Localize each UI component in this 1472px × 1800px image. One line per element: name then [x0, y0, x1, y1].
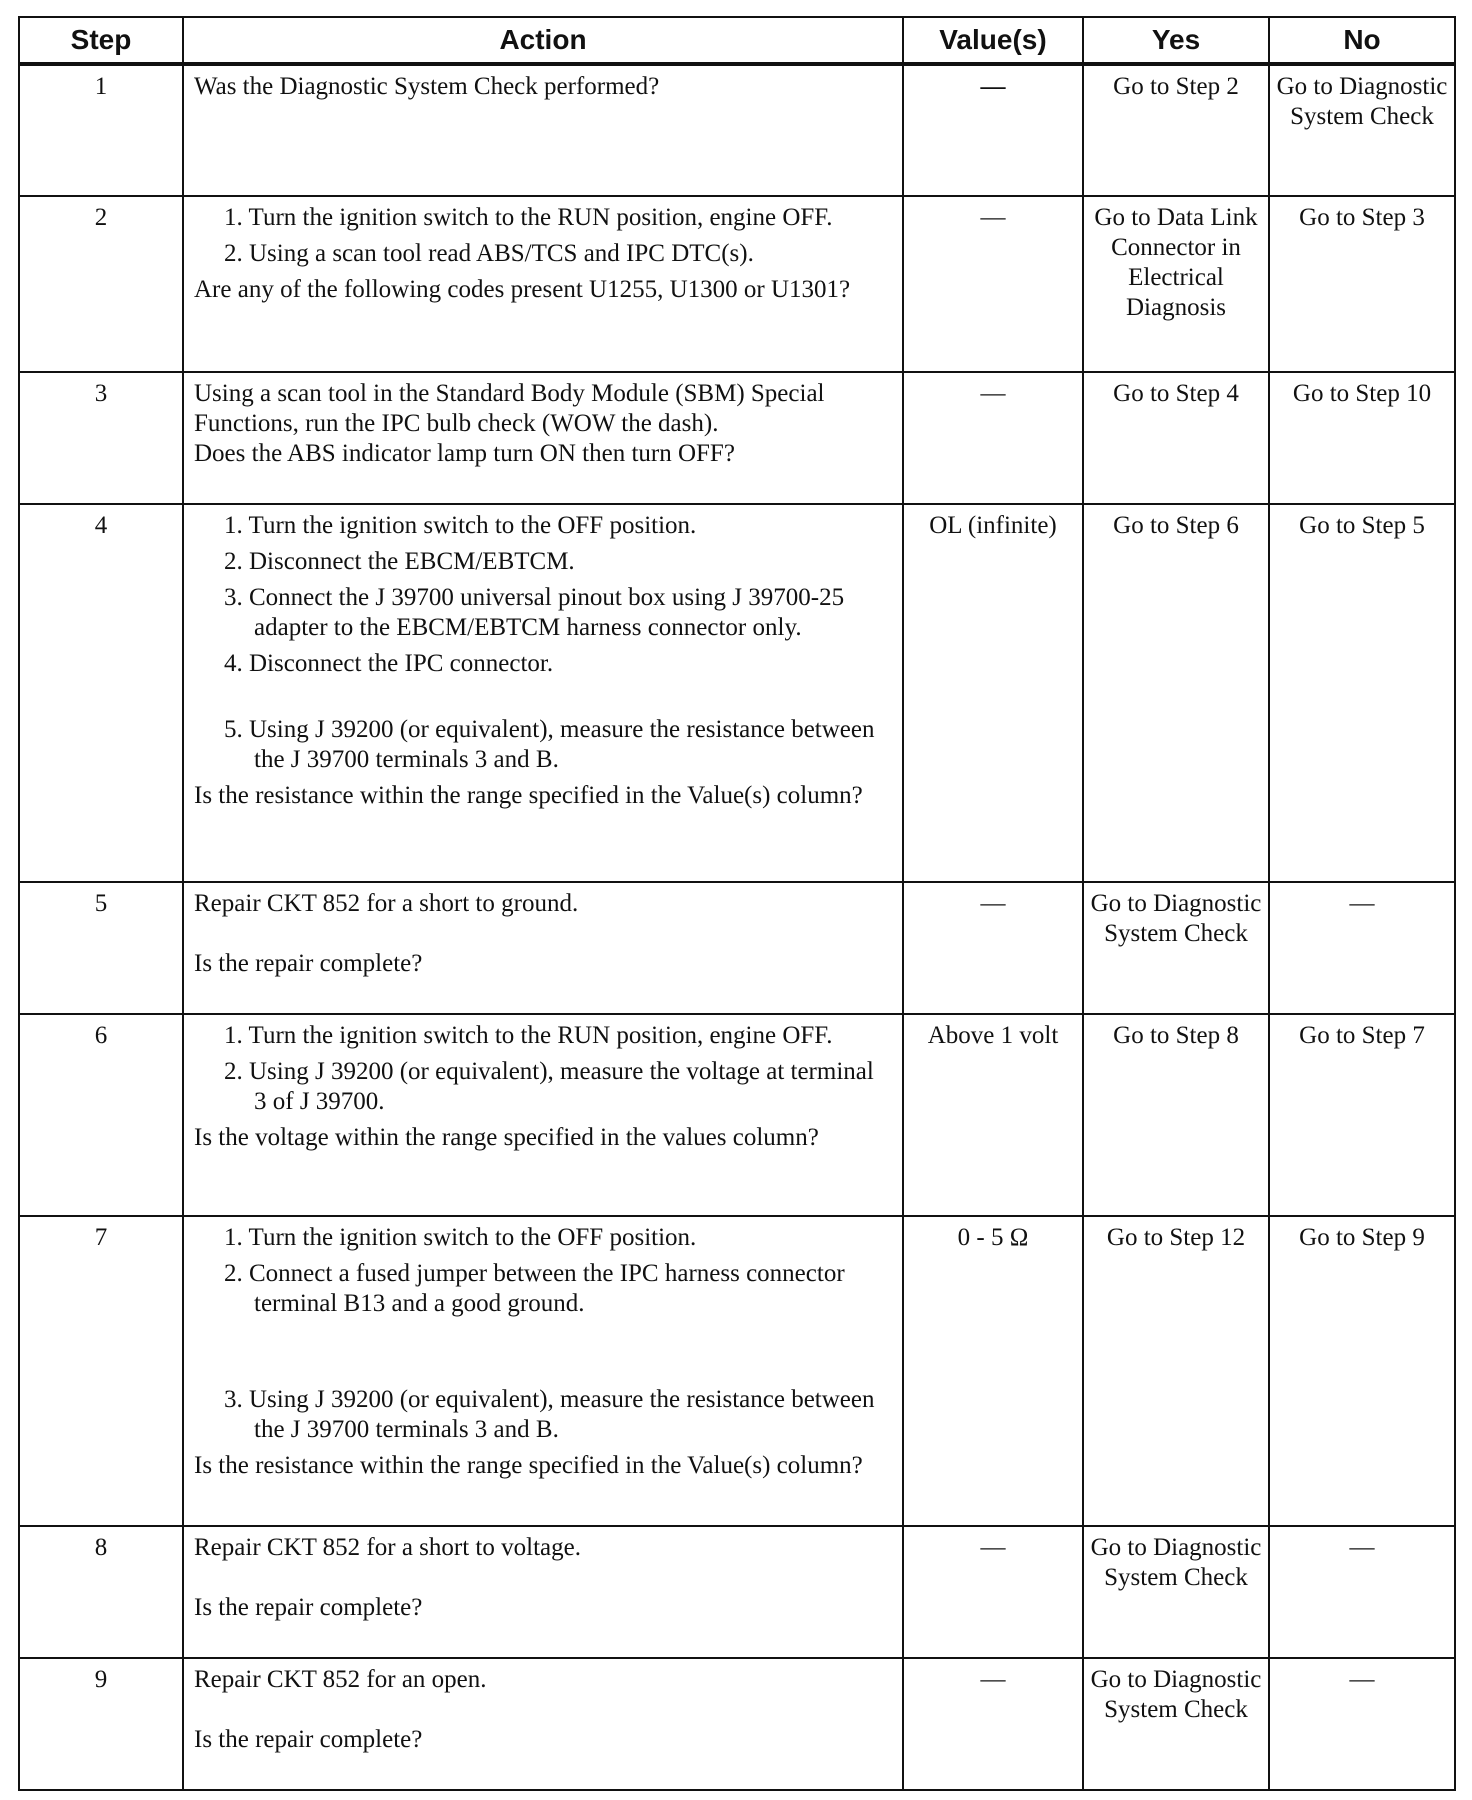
spacer	[194, 1325, 892, 1385]
header-no: No	[1269, 17, 1455, 64]
action-substep: 1. Turn the ignition switch to the RUN position, engine OFF.	[224, 1022, 833, 1049]
action-cell	[183, 1014, 903, 1216]
action-cell	[183, 1216, 903, 1526]
table-row	[19, 196, 1455, 372]
value-cell: Above 1 volt	[903, 1014, 1083, 1216]
yes-cell: Go to Data Link Connector in Electrical Diagnosis	[1083, 196, 1269, 372]
no-cell: —	[1269, 1526, 1455, 1658]
no-cell: Go to Step 10	[1269, 372, 1455, 504]
table-row	[19, 1216, 1455, 1526]
page	[18, 16, 1454, 1791]
spacer	[194, 919, 892, 949]
value-cell: —	[903, 372, 1083, 504]
action-text: Repair CKT 852 for a short to voltage.	[194, 1534, 581, 1561]
header-yes: Yes	[1083, 17, 1269, 64]
yes-cell: Go to Step 8	[1083, 1014, 1269, 1216]
action-cell	[183, 196, 903, 372]
yes-cell: Go to Step 12	[1083, 1216, 1269, 1526]
action-cell	[183, 504, 903, 882]
table-row	[19, 1014, 1455, 1216]
action-question: Does the ABS indicator lamp turn ON then turn OFF?	[194, 440, 735, 467]
value-cell: —	[903, 64, 1083, 196]
header-action: Action	[183, 17, 903, 64]
action-substep: 3. Connect the J 39700 universal pinout box using J 39700-25 adapter to the EBCM/EBTCM harness connector only.	[224, 584, 845, 641]
action-cell	[183, 64, 903, 196]
no-cell: —	[1269, 882, 1455, 1014]
yes-cell: Go to Step 6	[1083, 504, 1269, 882]
action-question: Is the resistance within the range specified in the Value(s) column?	[194, 782, 863, 809]
action-cell	[183, 1526, 903, 1658]
table-row	[19, 882, 1455, 1014]
value-cell: —	[903, 1526, 1083, 1658]
table-row	[19, 372, 1455, 504]
step-number: 7	[19, 1216, 183, 1526]
step-number: 9	[19, 1658, 183, 1790]
value-cell: —	[903, 882, 1083, 1014]
action-cell	[183, 882, 903, 1014]
action-text: Repair CKT 852 for a short to ground.	[194, 890, 579, 917]
step-number: 6	[19, 1014, 183, 1216]
diagnostic-table	[18, 16, 1456, 1791]
table-row	[19, 504, 1455, 882]
no-cell: Go to Step 3	[1269, 196, 1455, 372]
step-number: 8	[19, 1526, 183, 1658]
step-number: 3	[19, 372, 183, 504]
step-number: 1	[19, 64, 183, 196]
action-question: Is the repair complete?	[194, 950, 423, 977]
step-number: 2	[19, 196, 183, 372]
value-cell: OL (infinite)	[903, 504, 1083, 882]
table-row	[19, 1658, 1455, 1790]
action-substep: 2. Connect a fused jumper between the IPC harness connector terminal B13 and a good ground.	[224, 1260, 845, 1317]
action-substep: 4. Disconnect the IPC connector.	[224, 650, 554, 677]
action-substep: 5. Using J 39200 (or equivalent), measure the resistance between the J 39700 terminals 3 and B.	[224, 716, 875, 773]
yes-cell: Go to Step 2	[1083, 64, 1269, 196]
action-substep: 1. Turn the ignition switch to the OFF position.	[224, 1224, 697, 1251]
action-question: Is the voltage within the range specified in the values column?	[194, 1124, 819, 1151]
action-substep: 2. Disconnect the EBCM/EBTCM.	[224, 548, 575, 575]
yes-cell: Go to Diagnostic System Check	[1083, 1658, 1269, 1790]
header-values: Value(s)	[903, 17, 1083, 64]
no-cell: Go to Step 9	[1269, 1216, 1455, 1526]
header-row	[19, 17, 1455, 64]
action-substep: 1. Turn the ignition switch to the OFF position.	[224, 512, 697, 539]
no-cell: —	[1269, 1658, 1455, 1790]
table-row	[19, 64, 1455, 196]
action-question: Is the repair complete?	[194, 1726, 423, 1753]
value-cell: —	[903, 196, 1083, 372]
action-question: Was the Diagnostic System Check performed?	[194, 73, 660, 100]
action-substep: 1. Turn the ignition switch to the RUN position, engine OFF.	[224, 204, 833, 231]
action-text: Using a scan tool in the Standard Body Module (SBM) Special Functions, run the IPC bulb check (WOW the dash).	[194, 380, 825, 437]
action-question: Are any of the following codes present U1255, U1300 or U1301?	[194, 276, 851, 303]
step-number: 4	[19, 504, 183, 882]
yes-cell: Go to Diagnostic System Check	[1083, 1526, 1269, 1658]
spacer	[194, 685, 892, 715]
spacer	[194, 1695, 892, 1725]
header-step: Step	[19, 17, 183, 64]
action-cell	[183, 372, 903, 504]
action-question: Is the repair complete?	[194, 1594, 423, 1621]
spacer	[194, 1563, 892, 1593]
action-substep: 3. Using J 39200 (or equivalent), measure the resistance between the J 39700 terminals 3 and B.	[224, 1386, 875, 1443]
no-cell: Go to Step 7	[1269, 1014, 1455, 1216]
value-cell: —	[903, 1658, 1083, 1790]
action-substep: 2. Using J 39200 (or equivalent), measure the voltage at terminal 3 of J 39700.	[224, 1058, 874, 1115]
value-cell: 0 - 5 Ω	[903, 1216, 1083, 1526]
action-cell	[183, 1658, 903, 1790]
action-question: Is the resistance within the range specified in the Value(s) column?	[194, 1452, 863, 1479]
yes-cell: Go to Diagnostic System Check	[1083, 882, 1269, 1014]
step-number: 5	[19, 882, 183, 1014]
action-substep: 2. Using a scan tool read ABS/TCS and IPC DTC(s).	[224, 240, 754, 267]
no-cell: Go to Diagnostic System Check	[1269, 64, 1455, 196]
no-cell: Go to Step 5	[1269, 504, 1455, 882]
table-row	[19, 1526, 1455, 1658]
action-text: Repair CKT 852 for an open.	[194, 1666, 487, 1693]
yes-cell: Go to Step 4	[1083, 372, 1269, 504]
